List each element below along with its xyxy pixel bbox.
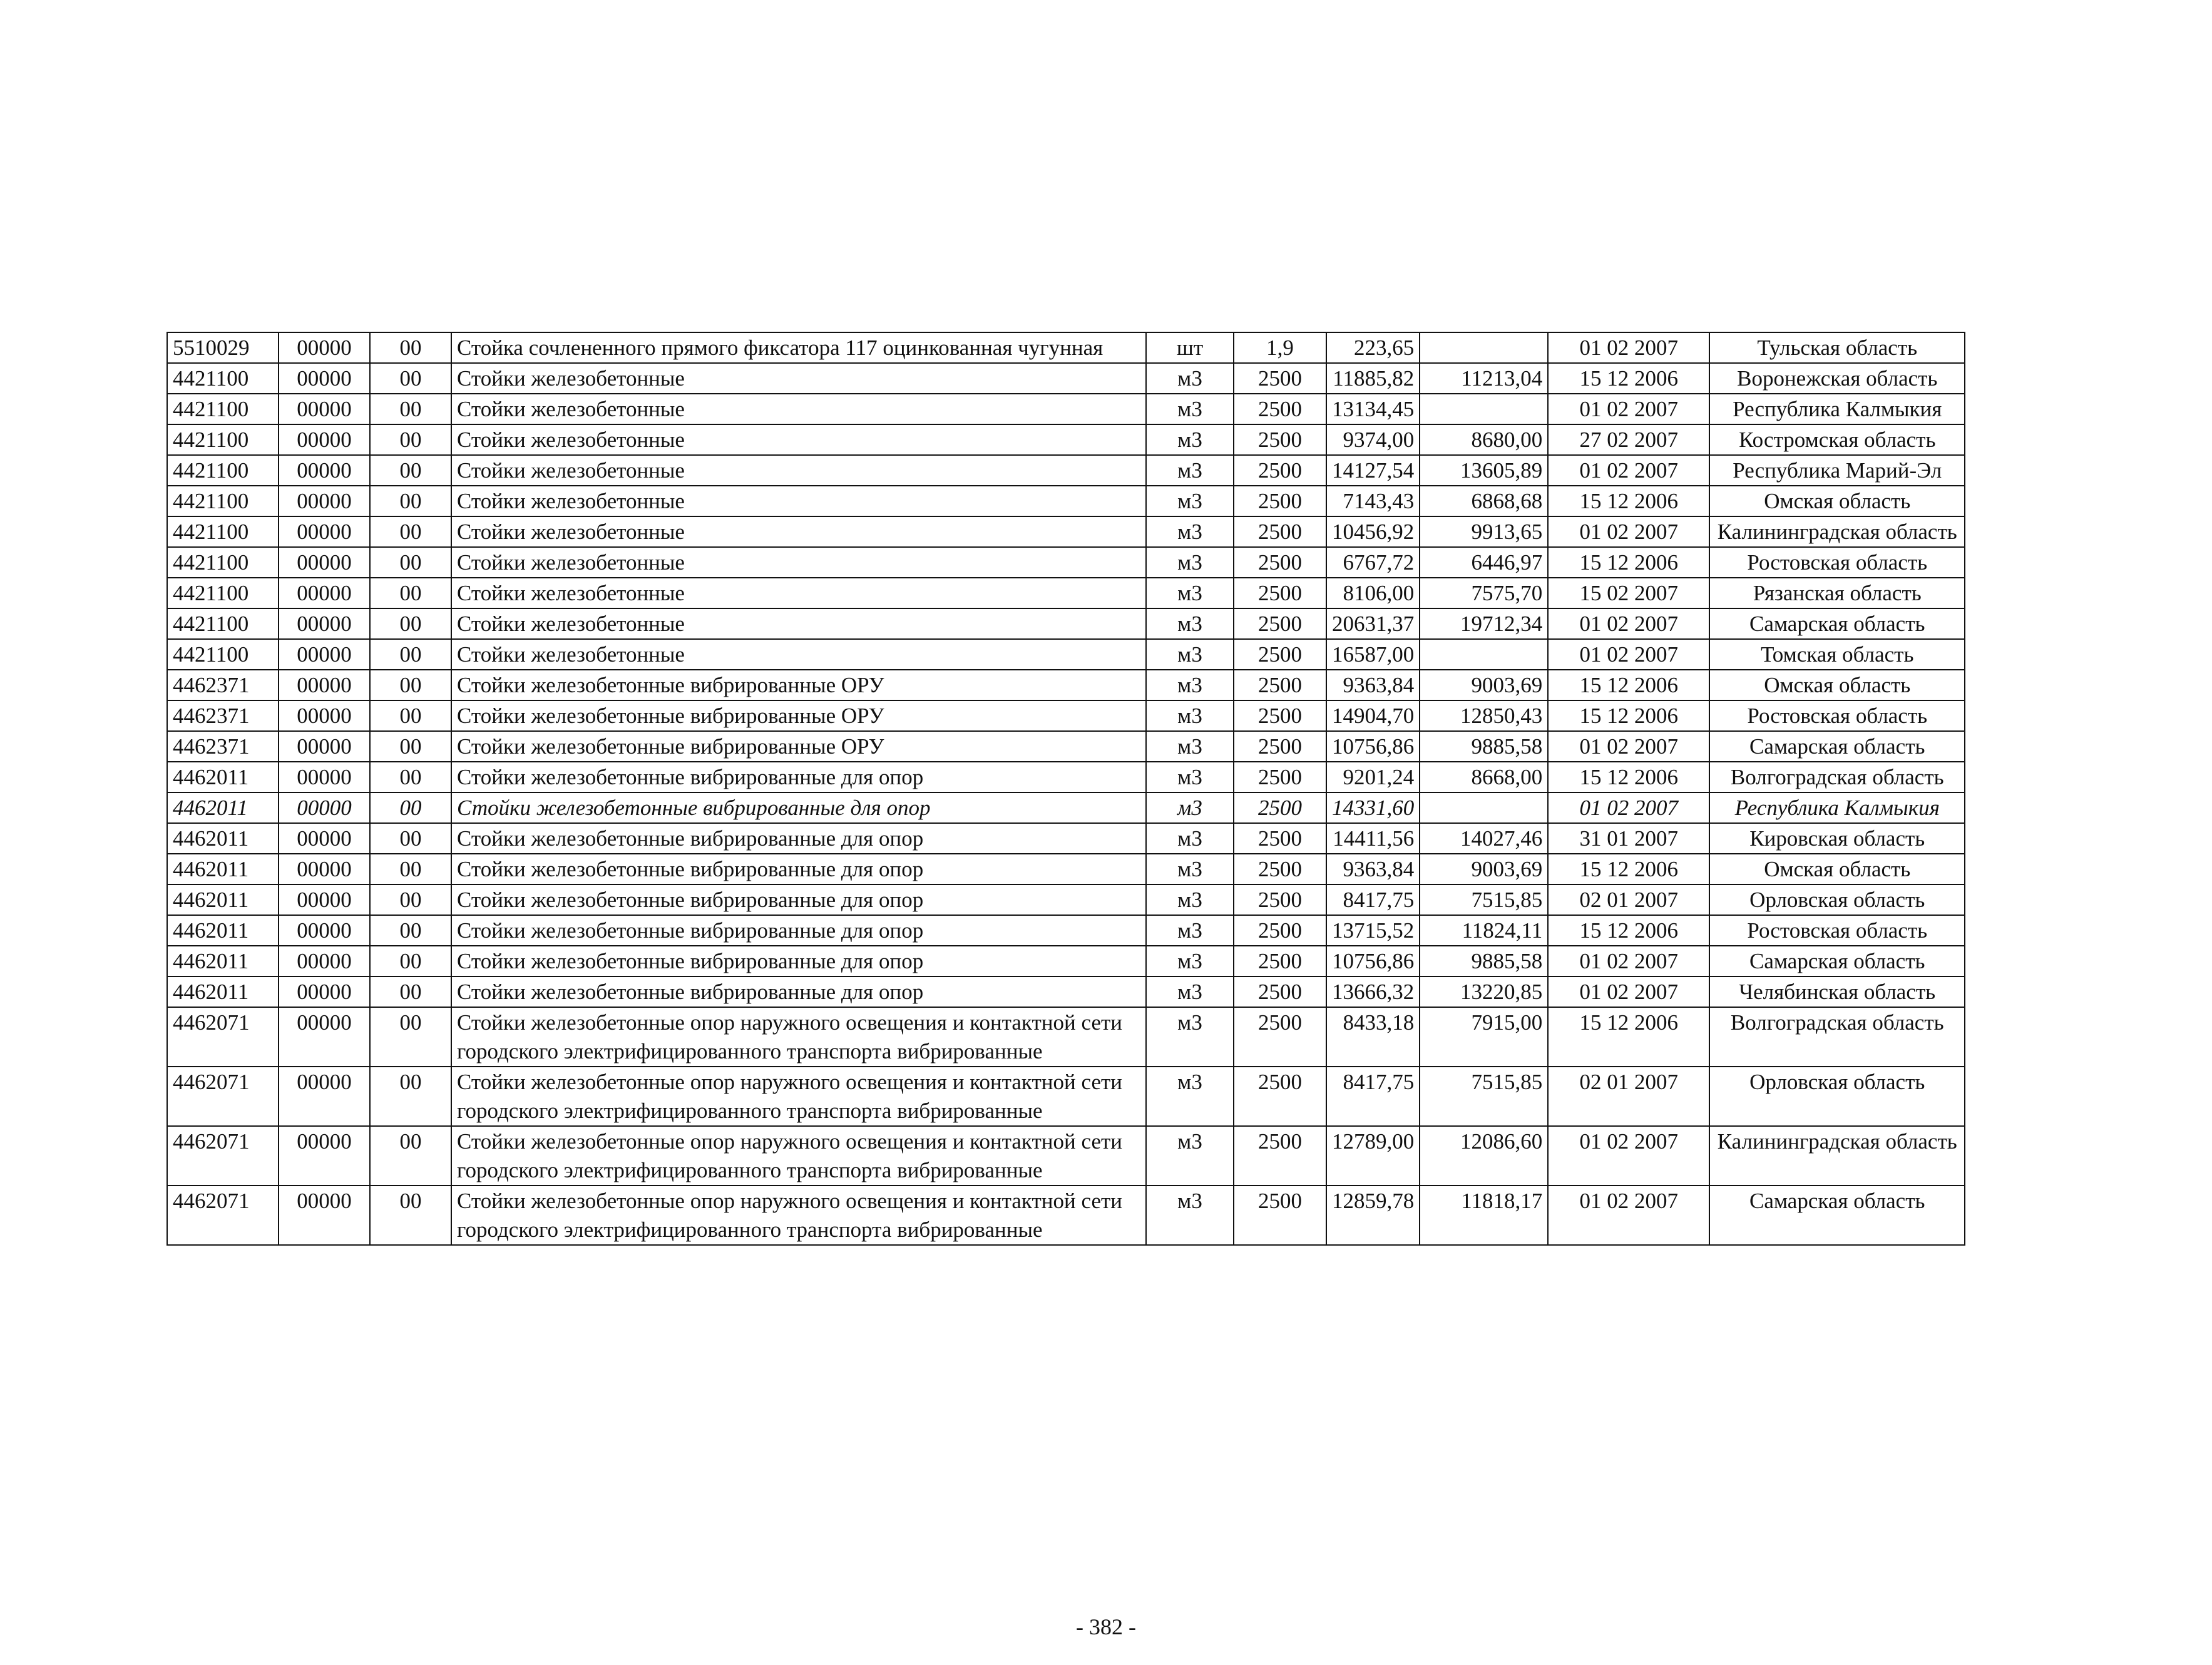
- date-cell: 15 12 2006: [1548, 854, 1709, 884]
- sub-code-cell: 00000: [279, 762, 370, 792]
- unit-cell: м3: [1146, 1067, 1234, 1126]
- sub-code-cell: 00000: [279, 639, 370, 670]
- product-name-cell: Стойки железобетонные вибрированные для опор: [451, 823, 1146, 854]
- product-code-cell: 4462371: [167, 700, 279, 731]
- price-cell: 9363,84: [1326, 854, 1420, 884]
- product-code-cell: 4421100: [167, 455, 279, 486]
- region-cell: Самарская область: [1709, 1186, 1965, 1245]
- quantity-cell: 2500: [1234, 608, 1326, 639]
- region-cell: Ростовская область: [1709, 700, 1965, 731]
- table-row: [167, 700, 1965, 731]
- quantity-cell: 2500: [1234, 424, 1326, 455]
- region-cell: Омская область: [1709, 670, 1965, 700]
- date-cell: 01 02 2007: [1548, 1186, 1709, 1245]
- sub-code-cell: 00000: [279, 670, 370, 700]
- price-alt-cell: 11213,04: [1420, 363, 1548, 394]
- sub-code-cell: 00000: [279, 854, 370, 884]
- region-cell: Республика Марий-Эл: [1709, 455, 1965, 486]
- region-cell: Ростовская область: [1709, 915, 1965, 946]
- table-row: [167, 946, 1965, 976]
- quantity-cell: 2500: [1234, 1067, 1326, 1126]
- price-alt-cell: 8668,00: [1420, 762, 1548, 792]
- price-cell: 8417,75: [1326, 1067, 1420, 1126]
- product-name-cell: Стойки железобетонные вибрированные для опор: [451, 915, 1146, 946]
- page-number: - 382 -: [1076, 1614, 1136, 1639]
- price-cell: 11885,82: [1326, 363, 1420, 394]
- quantity-cell: 2500: [1234, 578, 1326, 608]
- product-code-cell: 4462011: [167, 854, 279, 884]
- unit-cell: м3: [1146, 1126, 1234, 1186]
- product-code-cell: 4462011: [167, 762, 279, 792]
- price-alt-cell: [1420, 639, 1548, 670]
- version-code-cell: 00: [370, 700, 451, 731]
- unit-cell: м3: [1146, 823, 1234, 854]
- version-code-cell: 00: [370, 946, 451, 976]
- quantity-cell: 2500: [1234, 946, 1326, 976]
- date-cell: 15 12 2006: [1548, 486, 1709, 516]
- table-body: [167, 332, 1965, 1245]
- date-cell: 01 02 2007: [1548, 608, 1709, 639]
- product-code-cell: 4462011: [167, 823, 279, 854]
- unit-cell: шт: [1146, 332, 1234, 363]
- date-cell: 15 12 2006: [1548, 700, 1709, 731]
- unit-cell: м3: [1146, 731, 1234, 762]
- price-cell: 13134,45: [1326, 394, 1420, 424]
- unit-cell: м3: [1146, 700, 1234, 731]
- table-row: [167, 455, 1965, 486]
- unit-cell: м3: [1146, 792, 1234, 823]
- unit-cell: м3: [1146, 762, 1234, 792]
- quantity-cell: 2500: [1234, 884, 1326, 915]
- unit-cell: м3: [1146, 516, 1234, 547]
- quantity-cell: 2500: [1234, 976, 1326, 1007]
- date-cell: 02 01 2007: [1548, 884, 1709, 915]
- product-name-cell: Стойки железобетонные: [451, 578, 1146, 608]
- unit-cell: м3: [1146, 976, 1234, 1007]
- sub-code-cell: 00000: [279, 516, 370, 547]
- product-code-cell: 4421100: [167, 639, 279, 670]
- sub-code-cell: 00000: [279, 792, 370, 823]
- unit-cell: м3: [1146, 854, 1234, 884]
- product-name-cell: Стойки железобетонные вибрированные для опор: [451, 792, 1146, 823]
- region-cell: Республика Калмыкия: [1709, 394, 1965, 424]
- unit-cell: м3: [1146, 639, 1234, 670]
- price-alt-cell: [1420, 332, 1548, 363]
- unit-cell: м3: [1146, 486, 1234, 516]
- price-alt-cell: 13220,85: [1420, 976, 1548, 1007]
- version-code-cell: 00: [370, 424, 451, 455]
- product-name-cell: Стойки железобетонные опор наружного освещения и контактной сети городского электрифицированного транспорта вибрированные: [451, 1007, 1146, 1067]
- unit-cell: м3: [1146, 455, 1234, 486]
- region-cell: Костромская область: [1709, 424, 1965, 455]
- unit-cell: м3: [1146, 363, 1234, 394]
- version-code-cell: 00: [370, 762, 451, 792]
- version-code-cell: 00: [370, 547, 451, 578]
- version-code-cell: 00: [370, 455, 451, 486]
- date-cell: 01 02 2007: [1548, 332, 1709, 363]
- unit-cell: м3: [1146, 578, 1234, 608]
- quantity-cell: 2500: [1234, 394, 1326, 424]
- price-cell: 8106,00: [1326, 578, 1420, 608]
- table-row: [167, 608, 1965, 639]
- product-name-cell: Стойки железобетонные: [451, 394, 1146, 424]
- product-name-cell: Стойки железобетонные опор наружного освещения и контактной сети городского электрифицированного транспорта вибрированные: [451, 1186, 1146, 1245]
- product-code-cell: 4462011: [167, 884, 279, 915]
- quantity-cell: 2500: [1234, 1007, 1326, 1067]
- region-cell: Челябинская область: [1709, 976, 1965, 1007]
- sub-code-cell: 00000: [279, 946, 370, 976]
- product-name-cell: Стойки железобетонные вибрированные ОРУ: [451, 670, 1146, 700]
- sub-code-cell: 00000: [279, 976, 370, 1007]
- sub-code-cell: 00000: [279, 424, 370, 455]
- product-code-cell: 4421100: [167, 547, 279, 578]
- price-table: [166, 332, 1965, 1246]
- region-cell: Ростовская область: [1709, 547, 1965, 578]
- version-code-cell: 00: [370, 394, 451, 424]
- price-cell: 10756,86: [1326, 946, 1420, 976]
- region-cell: Омская область: [1709, 486, 1965, 516]
- product-code-cell: 4462011: [167, 792, 279, 823]
- quantity-cell: 2500: [1234, 670, 1326, 700]
- version-code-cell: 00: [370, 792, 451, 823]
- price-cell: 14904,70: [1326, 700, 1420, 731]
- quantity-cell: 2500: [1234, 915, 1326, 946]
- quantity-cell: 2500: [1234, 854, 1326, 884]
- region-cell: Калининградская область: [1709, 1126, 1965, 1186]
- version-code-cell: 00: [370, 1007, 451, 1067]
- product-code-cell: 4421100: [167, 363, 279, 394]
- product-name-cell: Стойки железобетонные: [451, 608, 1146, 639]
- quantity-cell: 2500: [1234, 639, 1326, 670]
- date-cell: 15 12 2006: [1548, 547, 1709, 578]
- date-cell: 01 02 2007: [1548, 394, 1709, 424]
- product-code-cell: 4462071: [167, 1126, 279, 1186]
- sub-code-cell: 00000: [279, 394, 370, 424]
- unit-cell: м3: [1146, 1186, 1234, 1245]
- table-row: [167, 731, 1965, 762]
- unit-cell: м3: [1146, 394, 1234, 424]
- price-cell: 14127,54: [1326, 455, 1420, 486]
- quantity-cell: 2500: [1234, 792, 1326, 823]
- product-name-cell: Стойки железобетонные вибрированные для опор: [451, 976, 1146, 1007]
- quantity-cell: 2500: [1234, 823, 1326, 854]
- product-name-cell: Стойки железобетонные: [451, 639, 1146, 670]
- table-row: [167, 854, 1965, 884]
- price-alt-cell: 7915,00: [1420, 1007, 1548, 1067]
- table-row: [167, 332, 1965, 363]
- region-cell: Томская область: [1709, 639, 1965, 670]
- version-code-cell: 00: [370, 1067, 451, 1126]
- price-cell: 16587,00: [1326, 639, 1420, 670]
- price-cell: 12859,78: [1326, 1186, 1420, 1245]
- date-cell: 02 01 2007: [1548, 1067, 1709, 1126]
- price-alt-cell: 19712,34: [1420, 608, 1548, 639]
- price-cell: 8433,18: [1326, 1007, 1420, 1067]
- sub-code-cell: 00000: [279, 1186, 370, 1245]
- date-cell: 27 02 2007: [1548, 424, 1709, 455]
- quantity-cell: 2500: [1234, 700, 1326, 731]
- version-code-cell: 00: [370, 854, 451, 884]
- product-code-cell: 4421100: [167, 516, 279, 547]
- region-cell: Самарская область: [1709, 608, 1965, 639]
- price-alt-cell: 7515,85: [1420, 1067, 1548, 1126]
- table-row: [167, 363, 1965, 394]
- version-code-cell: 00: [370, 1186, 451, 1245]
- product-code-cell: 4462011: [167, 915, 279, 946]
- product-name-cell: Стойки железобетонные: [451, 424, 1146, 455]
- sub-code-cell: 00000: [279, 332, 370, 363]
- date-cell: 01 02 2007: [1548, 516, 1709, 547]
- date-cell: 01 02 2007: [1548, 731, 1709, 762]
- price-cell: 13666,32: [1326, 976, 1420, 1007]
- sub-code-cell: 00000: [279, 547, 370, 578]
- version-code-cell: 00: [370, 670, 451, 700]
- product-name-cell: Стойки железобетонные: [451, 363, 1146, 394]
- price-cell: 13715,52: [1326, 915, 1420, 946]
- price-cell: 9374,00: [1326, 424, 1420, 455]
- product-code-cell: 4462011: [167, 946, 279, 976]
- unit-cell: м3: [1146, 547, 1234, 578]
- region-cell: Орловская область: [1709, 884, 1965, 915]
- product-code-cell: 4462071: [167, 1007, 279, 1067]
- price-alt-cell: 11818,17: [1420, 1186, 1548, 1245]
- quantity-cell: 2500: [1234, 363, 1326, 394]
- quantity-cell: 2500: [1234, 1186, 1326, 1245]
- date-cell: 01 02 2007: [1548, 946, 1709, 976]
- region-cell: Волгоградская область: [1709, 1007, 1965, 1067]
- region-cell: Омская область: [1709, 854, 1965, 884]
- version-code-cell: 00: [370, 608, 451, 639]
- price-alt-cell: [1420, 394, 1548, 424]
- quantity-cell: 2500: [1234, 547, 1326, 578]
- sub-code-cell: 00000: [279, 1007, 370, 1067]
- price-alt-cell: 13605,89: [1420, 455, 1548, 486]
- version-code-cell: 00: [370, 578, 451, 608]
- unit-cell: м3: [1146, 884, 1234, 915]
- sub-code-cell: 00000: [279, 578, 370, 608]
- product-code-cell: 4421100: [167, 578, 279, 608]
- product-name-cell: Стойки железобетонные вибрированные для опор: [451, 884, 1146, 915]
- region-cell: Волгоградская область: [1709, 762, 1965, 792]
- product-name-cell: Стойки железобетонные: [451, 455, 1146, 486]
- sub-code-cell: 00000: [279, 884, 370, 915]
- price-alt-cell: 7575,70: [1420, 578, 1548, 608]
- product-name-cell: Стойки железобетонные вибрированные ОРУ: [451, 700, 1146, 731]
- product-code-cell: 4421100: [167, 608, 279, 639]
- price-alt-cell: 6446,97: [1420, 547, 1548, 578]
- product-code-cell: 4462071: [167, 1067, 279, 1126]
- unit-cell: м3: [1146, 915, 1234, 946]
- region-cell: Воронежская область: [1709, 363, 1965, 394]
- product-name-cell: Стойки железобетонные: [451, 516, 1146, 547]
- product-name-cell: Стойки железобетонные вибрированные для опор: [451, 762, 1146, 792]
- version-code-cell: 00: [370, 823, 451, 854]
- table-row: [167, 1067, 1965, 1126]
- product-code-cell: 4462011: [167, 976, 279, 1007]
- table-row: [167, 1126, 1965, 1186]
- unit-cell: м3: [1146, 1007, 1234, 1067]
- sub-code-cell: 00000: [279, 486, 370, 516]
- region-cell: Самарская область: [1709, 731, 1965, 762]
- region-cell: Республика Калмыкия: [1709, 792, 1965, 823]
- date-cell: 15 02 2007: [1548, 578, 1709, 608]
- unit-cell: м3: [1146, 670, 1234, 700]
- sub-code-cell: 00000: [279, 1126, 370, 1186]
- date-cell: 15 12 2006: [1548, 363, 1709, 394]
- price-alt-cell: 7515,85: [1420, 884, 1548, 915]
- table-row: [167, 547, 1965, 578]
- sub-code-cell: 00000: [279, 823, 370, 854]
- price-cell: 14331,60: [1326, 792, 1420, 823]
- date-cell: 15 12 2006: [1548, 915, 1709, 946]
- price-cell: 10456,92: [1326, 516, 1420, 547]
- product-name-cell: Стойки железобетонные вибрированные ОРУ: [451, 731, 1146, 762]
- version-code-cell: 00: [370, 486, 451, 516]
- product-name-cell: Стойки железобетонные опор наружного освещения и контактной сети городского электрифицированного транспорта вибрированные: [451, 1067, 1146, 1126]
- version-code-cell: 00: [370, 516, 451, 547]
- unit-cell: м3: [1146, 424, 1234, 455]
- price-alt-cell: 9913,65: [1420, 516, 1548, 547]
- product-name-cell: Стойки железобетонные вибрированные для опор: [451, 946, 1146, 976]
- version-code-cell: 00: [370, 731, 451, 762]
- price-alt-cell: 8680,00: [1420, 424, 1548, 455]
- date-cell: 01 02 2007: [1548, 1126, 1709, 1186]
- product-name-cell: Стойки железобетонные: [451, 547, 1146, 578]
- product-name-cell: Стойки железобетонные вибрированные для опор: [451, 854, 1146, 884]
- price-alt-cell: 9003,69: [1420, 670, 1548, 700]
- date-cell: 15 12 2006: [1548, 1007, 1709, 1067]
- price-alt-cell: 6868,68: [1420, 486, 1548, 516]
- price-cell: 223,65: [1326, 332, 1420, 363]
- date-cell: 01 02 2007: [1548, 976, 1709, 1007]
- date-cell: 01 02 2007: [1548, 455, 1709, 486]
- product-code-cell: 4462371: [167, 670, 279, 700]
- table-row: [167, 424, 1965, 455]
- product-name-cell: Стойки железобетонные опор наружного освещения и контактной сети городского электрифицированного транспорта вибрированные: [451, 1126, 1146, 1186]
- version-code-cell: 00: [370, 915, 451, 946]
- sub-code-cell: 00000: [279, 700, 370, 731]
- price-alt-cell: 12850,43: [1420, 700, 1548, 731]
- unit-cell: м3: [1146, 608, 1234, 639]
- price-cell: 14411,56: [1326, 823, 1420, 854]
- price-alt-cell: 9885,58: [1420, 731, 1548, 762]
- table-row: [167, 1007, 1965, 1067]
- quantity-cell: 1,9: [1234, 332, 1326, 363]
- date-cell: 15 12 2006: [1548, 762, 1709, 792]
- price-alt-cell: 9003,69: [1420, 854, 1548, 884]
- price-cell: 9363,84: [1326, 670, 1420, 700]
- product-code-cell: 4462371: [167, 731, 279, 762]
- quantity-cell: 2500: [1234, 516, 1326, 547]
- version-code-cell: 00: [370, 363, 451, 394]
- product-code-cell: 4421100: [167, 486, 279, 516]
- quantity-cell: 2500: [1234, 762, 1326, 792]
- region-cell: Калининградская область: [1709, 516, 1965, 547]
- quantity-cell: 2500: [1234, 1126, 1326, 1186]
- price-cell: 10756,86: [1326, 731, 1420, 762]
- price-alt-cell: 12086,60: [1420, 1126, 1548, 1186]
- sub-code-cell: 00000: [279, 731, 370, 762]
- table-row: [167, 884, 1965, 915]
- sub-code-cell: 00000: [279, 1067, 370, 1126]
- table-row: [167, 762, 1965, 792]
- sub-code-cell: 00000: [279, 363, 370, 394]
- price-cell: 7143,43: [1326, 486, 1420, 516]
- region-cell: Кировская область: [1709, 823, 1965, 854]
- sub-code-cell: 00000: [279, 455, 370, 486]
- price-cell: 20631,37: [1326, 608, 1420, 639]
- price-cell: 9201,24: [1326, 762, 1420, 792]
- date-cell: 15 12 2006: [1548, 670, 1709, 700]
- product-code-cell: 4421100: [167, 424, 279, 455]
- region-cell: Рязанская область: [1709, 578, 1965, 608]
- version-code-cell: 00: [370, 976, 451, 1007]
- table-row: [167, 792, 1965, 823]
- region-cell: Самарская область: [1709, 946, 1965, 976]
- product-name-cell: Стойки железобетонные: [451, 486, 1146, 516]
- version-code-cell: 00: [370, 1126, 451, 1186]
- date-cell: 31 01 2007: [1548, 823, 1709, 854]
- price-alt-cell: 9885,58: [1420, 946, 1548, 976]
- date-cell: 01 02 2007: [1548, 792, 1709, 823]
- table-row: [167, 516, 1965, 547]
- unit-cell: м3: [1146, 946, 1234, 976]
- quantity-cell: 2500: [1234, 486, 1326, 516]
- version-code-cell: 00: [370, 884, 451, 915]
- sub-code-cell: 00000: [279, 608, 370, 639]
- table-row: [167, 823, 1965, 854]
- price-alt-cell: [1420, 792, 1548, 823]
- table-row: [167, 639, 1965, 670]
- price-cell: 12789,00: [1326, 1126, 1420, 1186]
- region-cell: Тульская область: [1709, 332, 1965, 363]
- product-code-cell: 4421100: [167, 394, 279, 424]
- version-code-cell: 00: [370, 639, 451, 670]
- price-cell: 6767,72: [1326, 547, 1420, 578]
- version-code-cell: 00: [370, 332, 451, 363]
- product-name-cell: Стойка сочлененного прямого фиксатора 117 оцинкованная чугунная: [451, 332, 1146, 363]
- price-cell: 8417,75: [1326, 884, 1420, 915]
- table-row: [167, 1186, 1965, 1245]
- product-code-cell: 5510029: [167, 332, 279, 363]
- product-code-cell: 4462071: [167, 1186, 279, 1245]
- table-row: [167, 394, 1965, 424]
- sub-code-cell: 00000: [279, 915, 370, 946]
- date-cell: 01 02 2007: [1548, 639, 1709, 670]
- table-row: [167, 486, 1965, 516]
- quantity-cell: 2500: [1234, 731, 1326, 762]
- region-cell: Орловская область: [1709, 1067, 1965, 1126]
- price-alt-cell: 11824,11: [1420, 915, 1548, 946]
- table-row: [167, 670, 1965, 700]
- table-row: [167, 976, 1965, 1007]
- price-alt-cell: 14027,46: [1420, 823, 1548, 854]
- table-row: [167, 578, 1965, 608]
- quantity-cell: 2500: [1234, 455, 1326, 486]
- table-row: [167, 915, 1965, 946]
